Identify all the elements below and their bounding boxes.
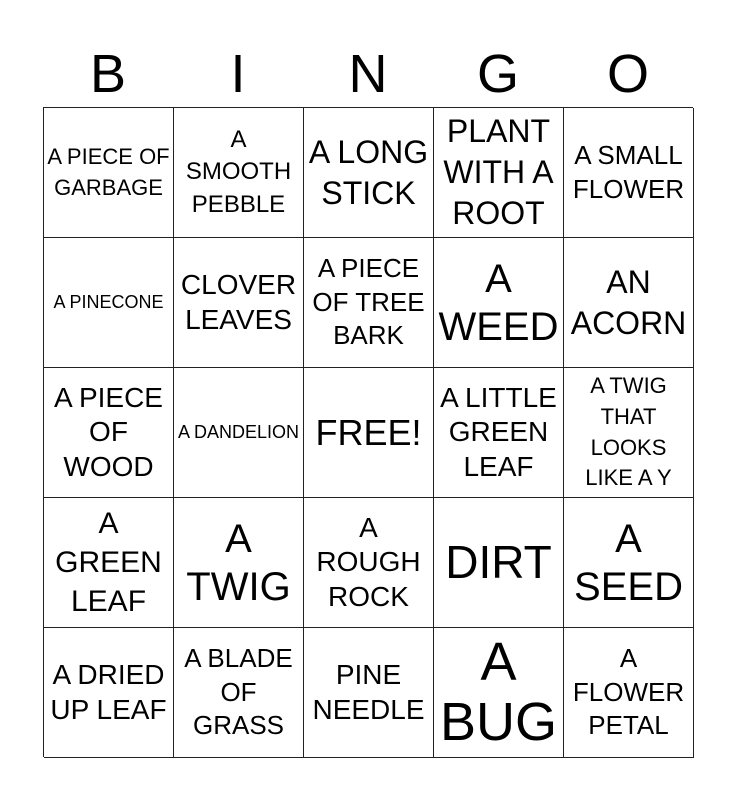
header-letter-b: B [89, 44, 127, 104]
cell-label: A ROUGH ROCK [316, 512, 421, 612]
bingo-cell[interactable] [174, 498, 304, 628]
header-letter-o: O [606, 44, 649, 104]
cell-label: A SEED [574, 516, 683, 609]
cell-label: PINE NEEDLE [312, 659, 425, 725]
bingo-header [43, 40, 693, 108]
bingo-grid [43, 107, 693, 757]
bingo-cell[interactable] [564, 628, 694, 758]
cell-label: A FLOWER PETAL [572, 642, 685, 741]
bingo-cell[interactable] [564, 238, 694, 368]
cell-label: A PINECONE [53, 292, 164, 313]
bingo-cell[interactable] [304, 498, 434, 628]
bingo-cell[interactable] [44, 498, 174, 628]
free-space[interactable] [304, 368, 434, 498]
cell-label: A LITTLE GREEN LEAF [440, 382, 557, 482]
bingo-cell[interactable] [44, 628, 174, 758]
cell-label: A BUG [439, 632, 558, 752]
bingo-cell[interactable] [434, 368, 564, 498]
bingo-cell[interactable] [44, 368, 174, 498]
bingo-cell[interactable] [434, 108, 564, 238]
cell-label: CLOVER LEAVES [180, 269, 297, 335]
bingo-cell[interactable] [434, 628, 564, 758]
bingo-cell[interactable] [44, 108, 174, 238]
cell-label: A TWIG THAT LOOKS LIKE A Y [585, 372, 672, 491]
cell-label: A LONG STICK [308, 133, 429, 211]
bingo-cell[interactable] [174, 108, 304, 238]
cell-label: A TWIG [186, 516, 291, 609]
cell-label: A BLADE OF GRASS [184, 642, 293, 741]
bingo-cell[interactable] [304, 238, 434, 368]
header-letter-n: N [348, 44, 388, 104]
cell-label: A DANDELION [177, 422, 300, 443]
bingo-cell[interactable] [434, 238, 564, 368]
cell-label: A PIECE OF TREE BARK [312, 252, 425, 351]
bingo-cell[interactable] [434, 498, 564, 628]
header-letter-i: I [230, 44, 246, 104]
cell-label: A PIECE OF WOOD [54, 382, 163, 482]
bingo-cell[interactable] [564, 498, 694, 628]
cell-label: AN ACORN [570, 263, 687, 341]
bingo-cell[interactable] [564, 368, 694, 498]
cell-label: A SMALL FLOWER [572, 139, 685, 204]
cell-label: DIRT [445, 535, 552, 588]
bingo-cell[interactable] [44, 238, 174, 368]
bingo-cell[interactable] [304, 628, 434, 758]
cell-label: A PIECE OF GARBAGE [47, 143, 170, 200]
bingo-cell[interactable] [174, 628, 304, 758]
cell-label: A SMOOTH PEBBLE [185, 125, 292, 218]
cell-label: A DRIED UP LEAF [50, 659, 167, 725]
cell-label: FREE! [315, 412, 422, 453]
bingo-cell[interactable] [564, 108, 694, 238]
cell-label: PLANT WITH A ROOT [443, 113, 554, 231]
bingo-cell[interactable] [174, 368, 304, 498]
cell-label: A WEED [438, 256, 559, 349]
bingo-cell[interactable] [304, 108, 434, 238]
bingo-cell[interactable] [174, 238, 304, 368]
header-letter-g: G [476, 44, 519, 104]
cell-label: A GREEN LEAF [55, 507, 162, 618]
